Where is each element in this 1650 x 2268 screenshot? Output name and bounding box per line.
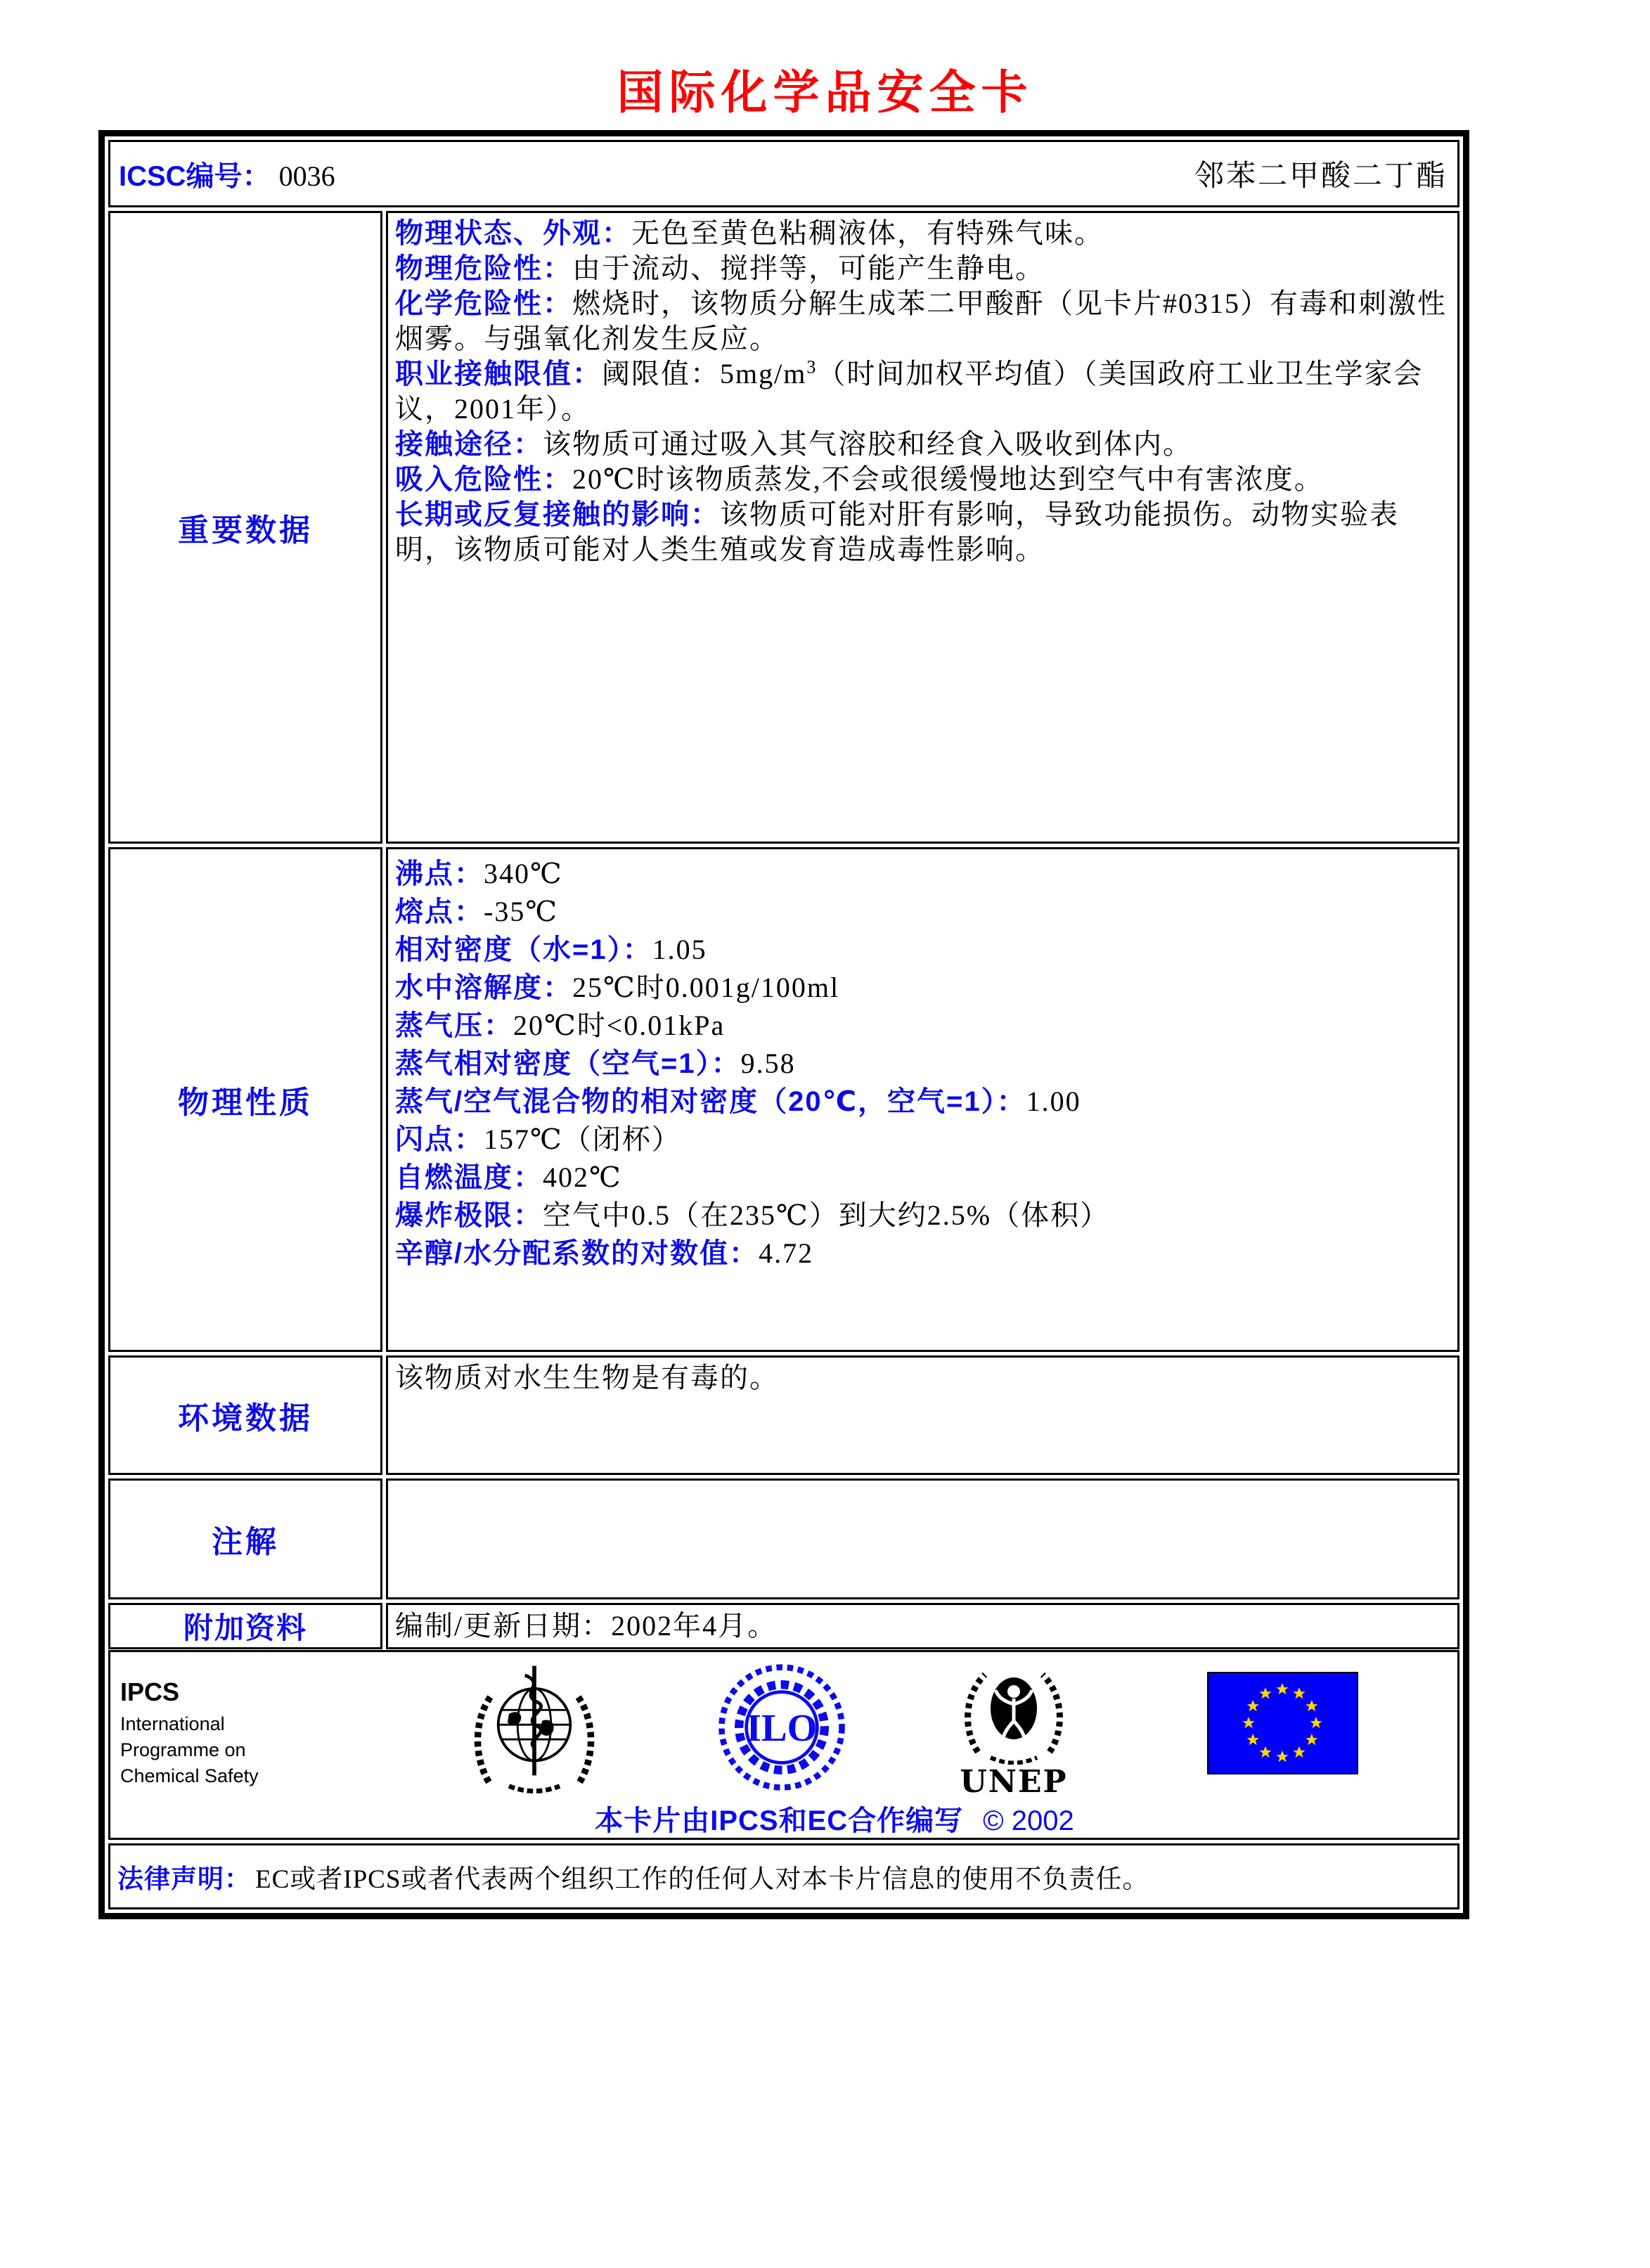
physical-property: 水中溶解度：25℃时0.001g/100ml <box>395 972 840 1003</box>
environmental-data-row <box>108 1355 1459 1475</box>
physical-property: 相对密度（水=1）：1.05 <box>395 934 707 965</box>
important-item: 化学危险性：燃烧时，该物质分解生成苯二甲酸酐（见卡片#0315）有毒和刺激性烟雾。与强氧化剂发生反应。 <box>395 288 1447 354</box>
important-item: 物理危险性：由于流动、搅拌等，可能产生静电。 <box>395 252 1045 284</box>
superscript: 3 <box>806 356 818 378</box>
svg-text:ILO: ILO <box>746 1706 818 1749</box>
environmental-data-content: 该物质对水生生物是有毒的。 <box>386 1355 1459 1475</box>
important-data-content <box>386 211 1459 844</box>
physical-property: 辛醇/水分配系数的对数值：4.72 <box>395 1237 814 1269</box>
important-item-occupational-limit: 职业接触限值：阈限值：$5mg/m^3$（时间加权平均值）（美国政府工业卫生学家会议，2001年）。 <box>395 356 1424 425</box>
physical-property: 爆炸极限：空气中0.5（在235℃）到大约2.5%（体积） <box>395 1199 1110 1231</box>
physical-property: 熔点：-35℃ <box>395 896 559 927</box>
unep-label: UNEP <box>960 1764 1068 1800</box>
header-cell <box>108 140 1459 207</box>
ipcs-text-block: IPCS International Programme on Chemical Safety <box>120 1677 259 1786</box>
physical-property: 自燃温度：402℃ <box>395 1161 622 1193</box>
legal-notice-cell <box>108 1843 1459 1909</box>
eu-flag-icon <box>1207 1672 1358 1778</box>
notes-row <box>108 1478 1459 1599</box>
important-item: 物理状态、外观：无色至黄色粘稠液体，有特殊气味。 <box>395 217 1104 249</box>
physical-property: 闪点：157℃（闭杯） <box>395 1123 681 1155</box>
additional-info-row <box>108 1603 1459 1647</box>
ilo-logo-icon <box>715 1661 849 1798</box>
chemical-name: 邻苯二甲酸二丁酯 <box>1194 160 1448 193</box>
physical-property: 沸点：340℃ <box>395 858 563 889</box>
physical-properties-content <box>386 847 1459 1352</box>
copyright-text: © 2002 <box>983 1805 1074 1836</box>
physical-property: 蒸气/空气混合物的相对密度（20℃，空气=1）：1.00 <box>395 1085 1081 1117</box>
footer-caption <box>378 1798 1291 1838</box>
section-label-additional: 附加资料 <box>108 1603 382 1649</box>
important-item: 长期或反复接触的影响：该物质可能对肝有影响，导致功能损伤。动物实验表明，该物质可能对人类生殖或发育造成毒性影响。 <box>395 498 1399 565</box>
caption-text: 本卡片由IPCS和EC合作编写 <box>595 1805 964 1836</box>
legal-notice-row <box>108 1843 1459 1909</box>
header-row <box>108 140 1459 207</box>
important-item: 吸入危险性：20℃时该物质蒸发,不会或很缓慢地达到空气中有害浓度。 <box>395 463 1324 495</box>
ipcs-title: IPCS <box>120 1677 180 1706</box>
logos-cell <box>108 1650 1459 1840</box>
important-data-row <box>108 211 1459 844</box>
physical-property: 蒸气压：20℃时<0.01kPa <box>395 1010 726 1041</box>
icsc-number-label: ICSC编号： <box>119 160 271 192</box>
physical-property: 蒸气相对密度（空气=1）：9.58 <box>395 1048 796 1079</box>
icsc-card-table <box>98 130 1469 1919</box>
section-label-notes: 注解 <box>108 1478 382 1599</box>
logos-row <box>108 1650 1459 1840</box>
legal-notice-text: EC或者IPCS或者代表两个组织工作的任何人对本卡片信息的使用不负责任。 <box>255 1865 1149 1894</box>
section-label-environment: 环境数据 <box>108 1355 382 1475</box>
legal-notice-label: 法律声明： <box>117 1864 251 1893</box>
icsc-number-group <box>119 154 335 194</box>
notes-content <box>386 1478 1459 1599</box>
important-item: 接触途径：该物质可通过吸入其气溶胶和经食入吸收到体内。 <box>395 428 1192 460</box>
section-label-physical: 物理性质 <box>108 847 382 1352</box>
who-logo-icon <box>468 1656 601 1800</box>
unep-logo-icon <box>954 1654 1074 1800</box>
page-title: 国际化学品安全卡 <box>617 65 1033 120</box>
icsc-number-value: 0036 <box>278 160 335 192</box>
additional-info-content: 编制/更新日期：2002年4月。 <box>386 1603 1459 1649</box>
section-label-important: 重要数据 <box>108 211 382 844</box>
physical-properties-row <box>108 847 1459 1352</box>
